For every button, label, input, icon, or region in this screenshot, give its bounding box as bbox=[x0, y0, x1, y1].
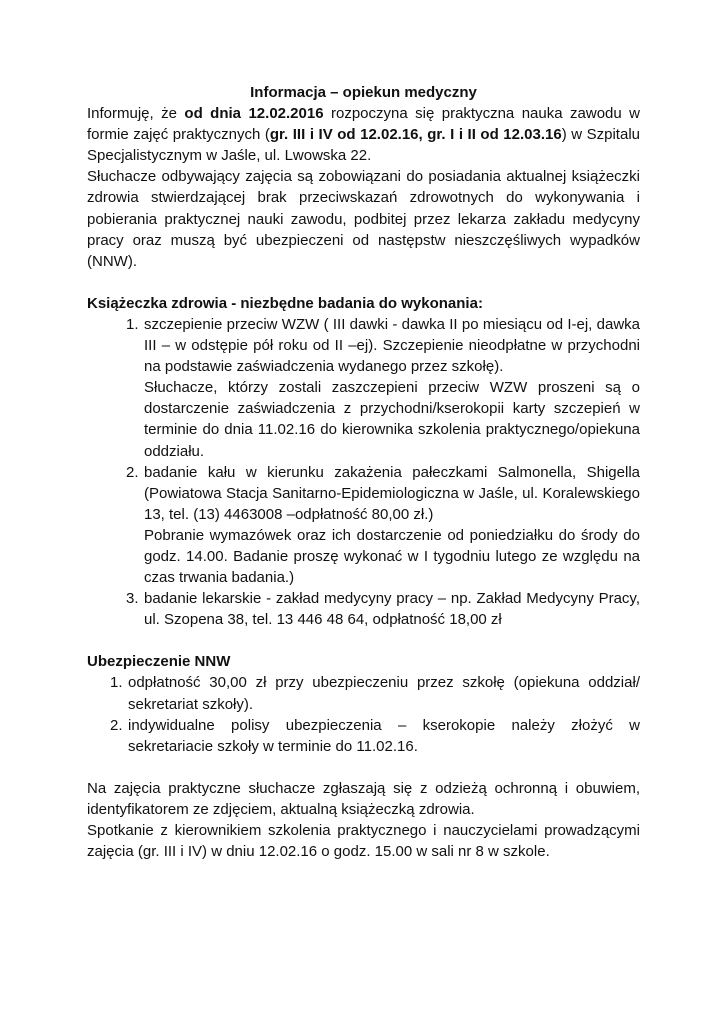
intro-paragraph-1 bbox=[87, 103, 640, 166]
list-item-text: odpłatność 30,00 zł przy ubezpieczeniu przez szkołę (opiekuna oddział/ sekretariat szkoły). bbox=[128, 674, 640, 713]
insurance-item-2 bbox=[87, 715, 640, 757]
intro-start-date: od dnia 12.02.2016 bbox=[184, 105, 324, 123]
intro-text-a: Informuję, że bbox=[87, 105, 185, 123]
insurance-list bbox=[87, 672, 640, 756]
insurance-heading: Ubezpieczenie NNW bbox=[87, 653, 231, 671]
list-item-extra: Pobranie wymazówek oraz ich dostarczenie od poniedziałku do środy do godz. 14.00. Badanie proszę wykonać w I tygodniu lutego ze względu na czas trwania badania.) bbox=[144, 526, 640, 587]
list-number: 1. bbox=[126, 315, 139, 333]
list-number: 1. bbox=[110, 674, 123, 692]
intro-paragraph-2: Słuchacze odbywający zajęcia są zobowiązani do posiadania aktualnej książeczki zdrowia stwierdzającej brak przeciwskazań zdrowotnych do wykonywania i pobierania praktycznej nauki zawodu, podbitej przez lekarza zakładu medycyny pracy oraz muszą być ubezpieczeni od następstw nieszczęśliwych wypadków (NNW). bbox=[87, 168, 640, 270]
document-page bbox=[87, 82, 640, 862]
document-title: Informacja – opiekun medyczny bbox=[250, 84, 477, 101]
health-book-item-3 bbox=[87, 588, 640, 630]
closing-paragraph-1: Na zajęcia praktyczne słuchacze zgłaszają się z odzieżą ochronną i obuwiem, identyfikatorem ze zdjęciem, aktualną książeczką zdrowia. bbox=[87, 779, 640, 818]
list-item-text: szczepienie przeciw WZW ( III dawki - dawka II po miesiącu od I-ej, dawka III – w odstępie pół roku od II –ej). Szczepienie nieodpłatne w przychodni na podstawie zaświadczenia wydanego przez szkołę). bbox=[144, 315, 640, 376]
list-item-text: badanie lekarskie - zakład medycyny pracy – np. Zakład Medycyny Pracy, ul. Szopena 38, tel. 13 446 48 64, odpłatność 18,00 zł bbox=[144, 590, 640, 629]
list-number: 3. bbox=[126, 590, 139, 608]
health-book-item-2 bbox=[87, 462, 640, 589]
spacer bbox=[87, 630, 640, 651]
health-book-heading: Książeczka zdrowia - niezbędne badania do wykonania: bbox=[87, 294, 483, 312]
list-number: 2. bbox=[126, 463, 139, 481]
intro-text-c: rozpoczyna się praktyczna nauka zawodu w formie zajęć praktycznych ( bbox=[87, 105, 640, 144]
list-item-text: indywidualne polisy ubezpieczenia – kserokopie należy złożyć w sekretariacie szkoły w terminie do 11.02.16. bbox=[128, 716, 640, 755]
insurance-item-1 bbox=[87, 672, 640, 714]
intro-groups-dates: gr. III i IV od 12.02.16, gr. I i II od 12.03.16 bbox=[269, 126, 562, 144]
list-number: 2. bbox=[110, 716, 123, 734]
spacer bbox=[87, 272, 640, 293]
list-item-extra: Słuchacze, którzy zostali zaszczepieni przeciw WZW proszeni są o dostarczenie zaświadczenia z przychodni/kserokopii karty szczepień w terminie do dnia 11.02.16 do kierownika szkolenia praktycznego/opiekuna oddziału. bbox=[144, 379, 640, 460]
health-book-list bbox=[87, 314, 640, 630]
list-item-text: badanie kału w kierunku zakażenia pałeczkami Salmonella, Shigella (Powiatowa Stacja Sanitarno-Epidemiologiczna w Jaśle, ul. Koralewskiego 13, tel. (13) 4463008 –odpłatność 80,00 zł.) bbox=[144, 463, 640, 523]
health-book-item-1 bbox=[87, 314, 640, 462]
closing-paragraph-2: Spotkanie z kierownikiem szkolenia praktycznego i nauczycielami prowadzącymi zajęcia (gr. III i IV) w dniu 12.02.16 o godz. 15.00 w sali nr 8 w szkole. bbox=[87, 822, 640, 861]
intro-text-e: ) w Szpitalu Specjalistycznym w Jaśle, ul. Lwowska 22. bbox=[87, 126, 640, 165]
spacer bbox=[87, 757, 640, 778]
